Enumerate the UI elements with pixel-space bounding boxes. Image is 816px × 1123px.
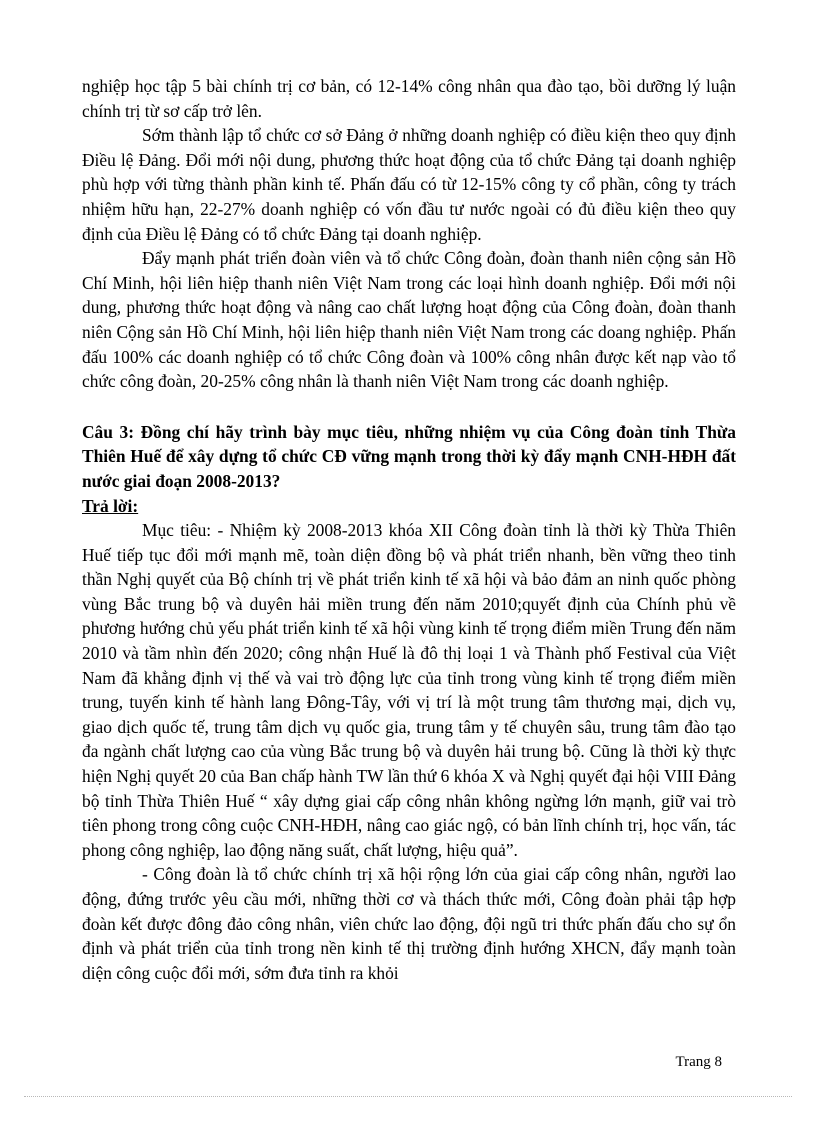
document-body (82, 74, 736, 985)
paragraph-party-organization: Sớm thành lập tổ chức cơ sở Đảng ở những doanh nghiệp có điều kiện theo quy định Điều lệ Đảng. Đổi mới nội dung, phương thức hoạt động của tổ chức Đảng tại doanh nghiệp phù hợp với từng thành phần kinh tế. Phấn đấu có từ 12-15% công ty cổ phần, công ty trách nhiệm hữu hạn, 22-27% doanh nghiệp có vốn đầu tư nước ngoài có đủ điều kiện theo quy định của Điều lệ Đảng có tổ chức Đảng tại doanh nghiệp. (82, 125, 736, 244)
paragraph-intro-continuation: nghiệp học tập 5 bài chính trị cơ bản, có 12-14% công nhân qua đào tạo, bồi dưỡng lý luận chính trị từ sơ cấp trở lên. (82, 76, 736, 121)
paragraph-union-development: Đẩy mạnh phát triển đoàn viên và tổ chức Công đoàn, đoàn thanh niên cộng sản Hồ Chí Minh, hội liên hiệp thanh niên Việt Nam trong các loại hình doanh nghiệp. Đổi mới nội dung, phương thức hoạt động và nâng cao chất lượng hoạt động của Công đoàn, đoàn thanh niên Cộng sản Hồ Chí Minh, hội liên hiệp thanh niên Việt Nam trong các doang nghiệp. Phấn đấu 100% các doanh nghiệp có tổ chức Công đoàn và 100% công nhân được kết nạp vào tổ chức công đoàn, 20-25% công nhân là thanh niên Việt Nam trong các doanh nghiệp. (82, 248, 736, 392)
question-heading: Câu 3: Đồng chí hãy trình bày mục tiêu, những nhiệm vụ của Công đoàn tỉnh Thừa Thiên Huế để xây dựng tổ chức CĐ vững mạnh trong thời kỳ đẩy mạnh CNH-HĐH đất nước giai đoạn 2008-2013? (82, 421, 736, 491)
answer-label: Trả lời: (82, 495, 139, 516)
page-number: Trang 8 (675, 1054, 722, 1070)
section-spacer (82, 394, 736, 420)
answer-paragraph-objectives: Mục tiêu: - Nhiệm kỳ 2008-2013 khóa XII Công đoàn tỉnh là thời kỳ Thừa Thiên Huế tiếp tục đổi mới mạnh mẽ, toàn diện đồng bộ và phát triển nhanh, bền vững theo tinh thần Nghị quyết của Bộ chính trị về phát triển kinh tế xã hội và bảo đảm an ninh quốc phòng vùng Bắc trung bộ và duyên hải miền trung đến năm 2010;quyết định của Chính phủ về phương hướng chủ yếu phát triển kinh tế xã hội vùng kinh tế trọng điểm miền Trung đến năm 2010 và tầm nhìn đến 2020; công nhận Huế là đô thị loại 1 và Thành phố Festival của Việt Nam đã khẳng định vị thế và vai trò động lực của tỉnh trong vùng kinh tế trọng điểm miền trung, tuyến kinh tế hành lang Đông-Tây, với vị trí là một trung tâm thương mại, dịch vụ, giao dịch quốc tế, trung tâm dịch vụ quốc gia, trung tâm y tế chuyên sâu, trung tâm đào tạo đa ngành chất lượng cao của vùng Bắc trung bộ và duyên hải trung bộ. Cũng là thời kỳ thực hiện Nghị quyết 20 của Ban chấp hành TW lần thứ 6 khóa X và Nghị quyết đại hội VIII Đảng bộ tỉnh Thừa Thiên Huế “ xây dựng giai cấp công nhân không ngừng lớn mạnh, giữ vai trò tiên phong trong công cuộc CNH-HĐH, nâng cao giác ngộ, có bản lĩnh chính trị, học vấn, tác phong công nghiệp, lao động năng suất, chất lượng, hiệu quả”. (82, 520, 736, 860)
answer-paragraph-union-role: - Công đoàn là tổ chức chính trị xã hội rộng lớn của giai cấp công nhân, người lao động, đứng trước yêu cầu mới, những thời cơ và thách thức mới, Công đoàn phải tập hợp đoàn kết được đông đảo công nhân, viên chức lao động, đội ngũ tri thức phấn đấu cho sự ổn định và phát triển của tỉnh trong nền kinh tế thị trường định hướng XHCN, đẩy mạnh toàn diện công cuộc đổi mới, sớm đưa tỉnh ra khỏi (82, 864, 736, 983)
page-bottom-divider (24, 1096, 792, 1097)
